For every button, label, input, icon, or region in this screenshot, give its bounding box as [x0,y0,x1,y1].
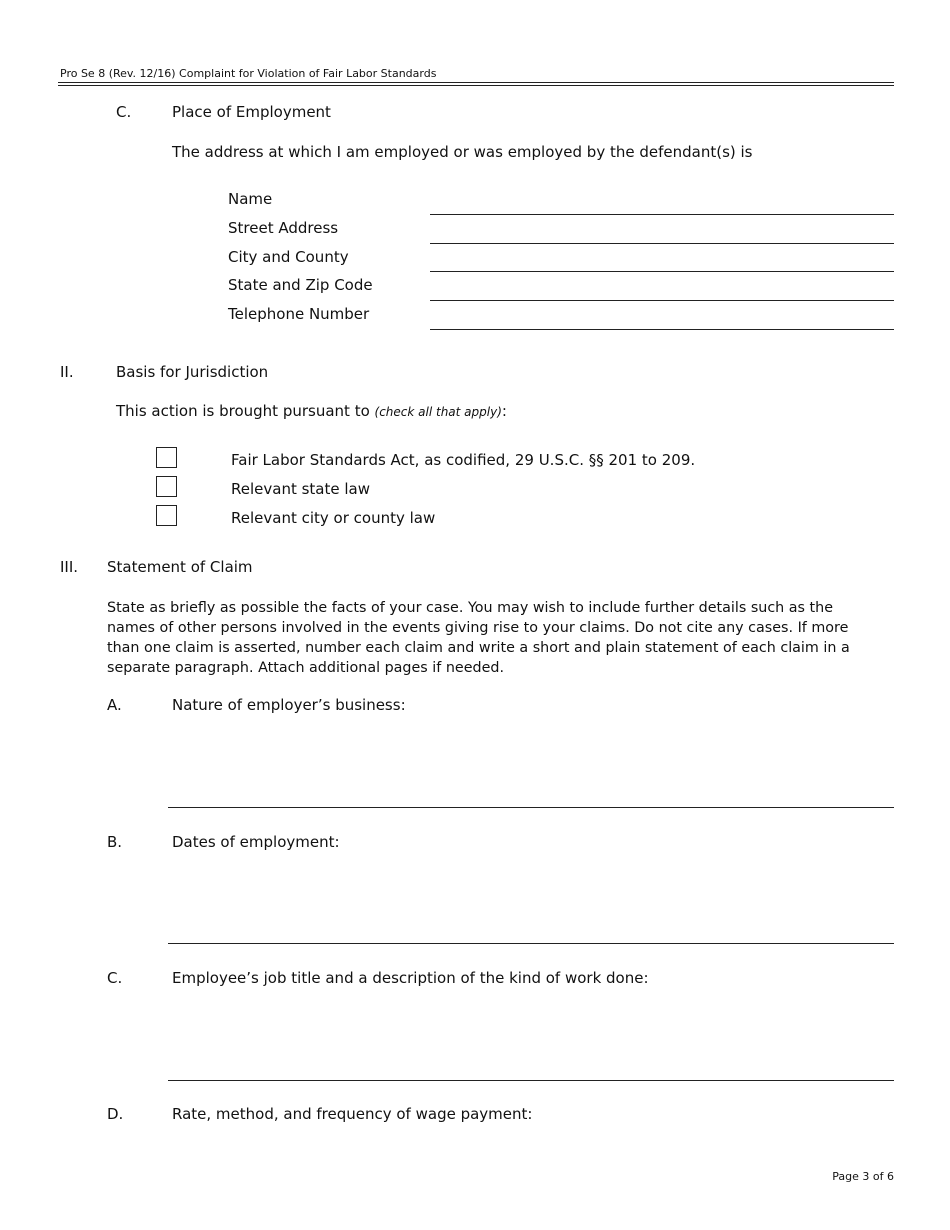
dates-employment-answer-line[interactable] [168,943,894,944]
name-input-line[interactable] [430,214,894,215]
jurisdiction-intro-note: (check all that apply) [374,405,502,419]
job-title-answer-line[interactable] [168,1080,894,1081]
section-ii-numeral: II. [60,363,74,381]
claim-b-label: Dates of employment: [172,833,340,851]
claim-b-letter: B. [107,833,123,851]
claim-d-label: Rate, method, and frequency of wage payment: [172,1105,533,1123]
jurisdiction-intro-text: This action is brought pursuant to [116,402,375,420]
claim-c-letter: C. [107,969,123,987]
checkbox-state-law[interactable] [156,476,177,497]
checkbox-city-county-law[interactable] [156,505,177,526]
jurisdiction-intro-end: : [501,402,507,420]
claim-d-letter: D. [107,1105,124,1123]
section-iii-title: Statement of Claim [107,558,253,576]
city-county-input-line[interactable] [430,271,894,272]
claim-c-label: Employee’s job title and a description of the kind of work done: [172,969,649,987]
telephone-input-line[interactable] [430,329,894,330]
section-c-intro: The address at which I am employed or was employed by the defendant(s) is [172,143,753,161]
claim-a-letter: A. [107,696,122,714]
page-number: Page 3 of 6 [832,1170,894,1183]
field-label-city-county: City and County [228,248,349,266]
field-label-street-address: Street Address [228,219,339,237]
claim-a-label: Nature of employer’s business: [172,696,406,714]
state-zip-input-line[interactable] [430,300,894,301]
claim-instructions: State as briefly as possible the facts of your case. You may wish to include further details such as the names of other persons involved in the events giving rise to your claims. Do not cite any cases. If more than one claim is asserted, number each claim and write a short and plain statement of each claim in a separate paragraph. Attach additional pages if needed. [107,600,850,676]
jurisdiction-intro [116,402,507,420]
field-label-name: Name [228,190,273,208]
header-rule-top [58,82,894,83]
street-address-input-line[interactable] [430,243,894,244]
section-ii-title: Basis for Jurisdiction [116,363,269,381]
section-c-title: Place of Employment [172,103,331,121]
section-iii-numeral: III. [60,558,79,576]
option-label-state-law: Relevant state law [231,480,370,498]
field-label-telephone: Telephone Number [228,305,370,323]
option-label-city-county-law: Relevant city or county law [231,509,436,527]
field-label-state-zip: State and Zip Code [228,276,373,294]
header-rule-bottom [58,85,894,86]
employer-business-answer-line[interactable] [168,807,894,808]
section-c-letter: C. [116,103,132,121]
checkbox-flsa[interactable] [156,447,177,468]
option-label-flsa: Fair Labor Standards Act, as codified, 29 U.S.C. §§ 201 to 209. [231,451,696,469]
form-header-title: Pro Se 8 (Rev. 12/16) Complaint for Violation of Fair Labor Standards [60,67,437,80]
